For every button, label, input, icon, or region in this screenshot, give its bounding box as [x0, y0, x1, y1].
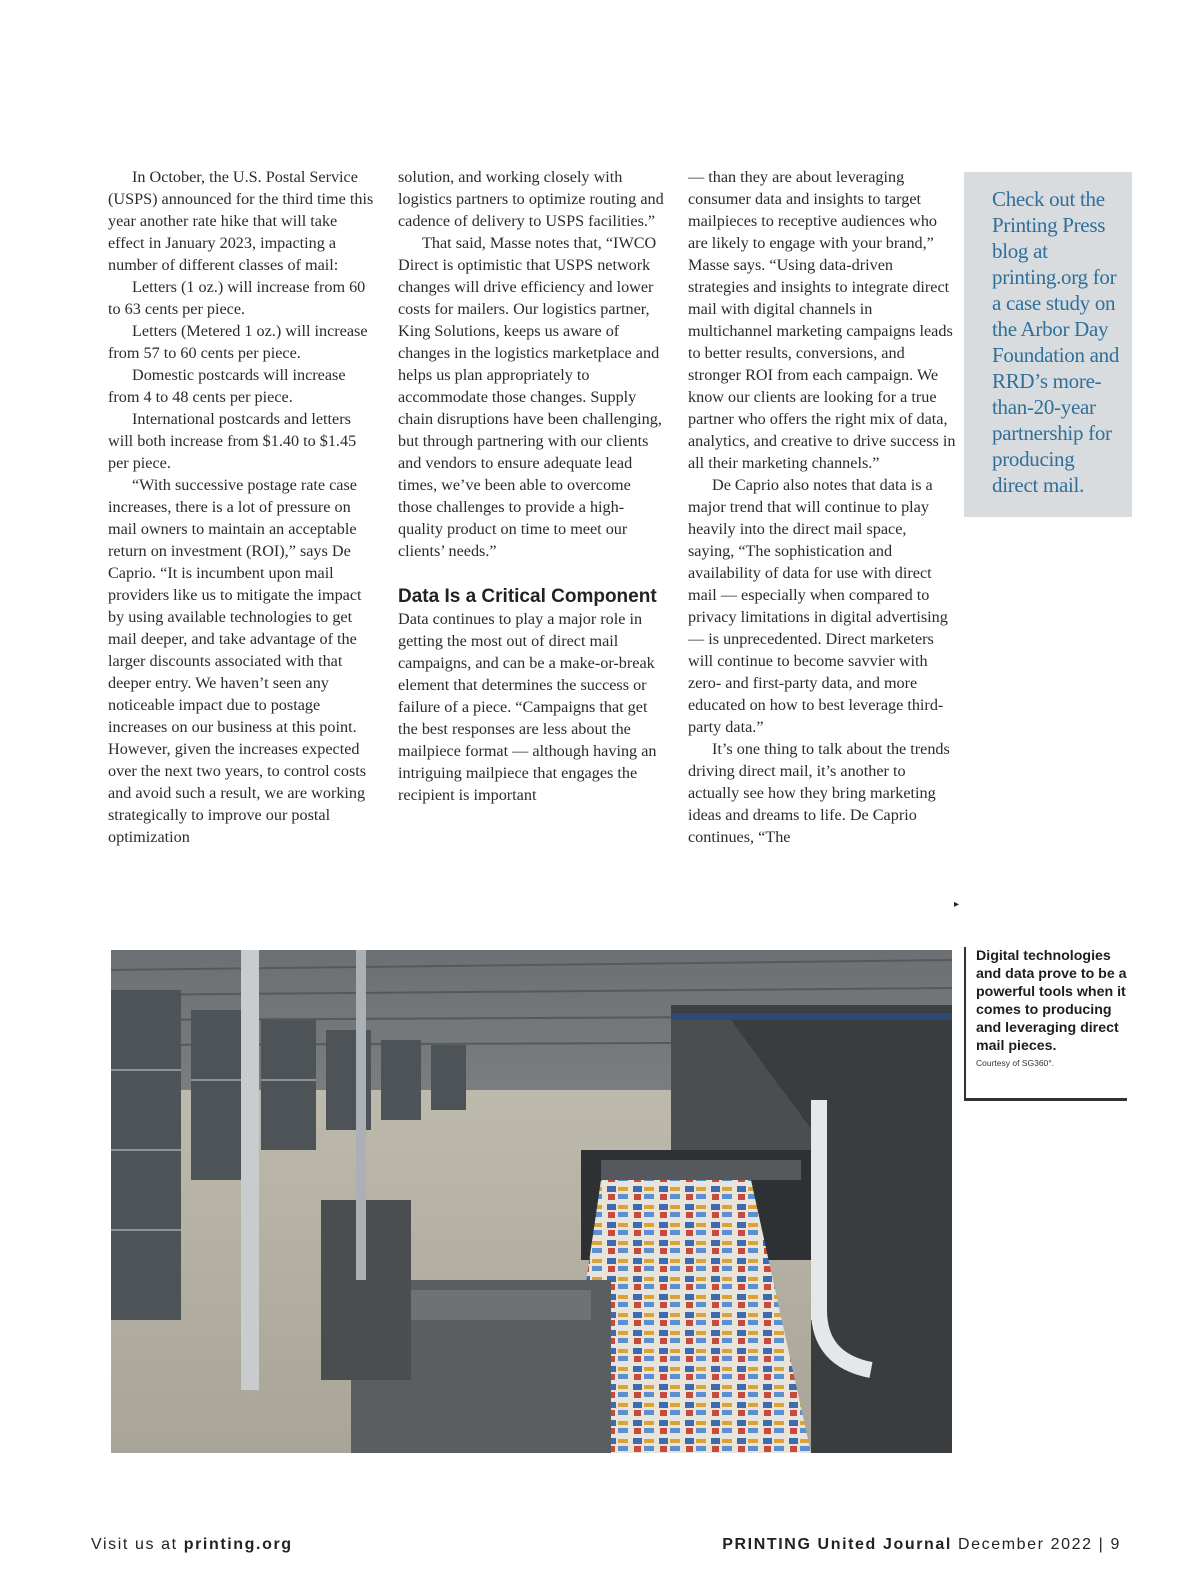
footer-website-prefix: Visit us at [91, 1536, 184, 1553]
paragraph: International postcards and letters will both increase from $1.40 to $1.45 per piece. [108, 410, 357, 472]
photo-credit: Courtesy of SG360°. [976, 1058, 1055, 1068]
continue-arrow-icon: ▸ [954, 899, 960, 910]
article-column-2 [398, 166, 664, 806]
footer-website [91, 1536, 293, 1554]
paragraph: De Caprio also notes that data is a major trend that will continue to play heavily into the direct mail space, saying, “The sophistication and availability of data for use with direct mail — especially when compared to privacy limitations in digital advertising — is unprecedented. Direct marketers will continue to become savvier with zero- and first-party data, and more educated on how to best leverage third-party data.” [688, 476, 948, 736]
article-column-1 [108, 166, 376, 848]
photo-caption: Digital technologies and data prove to be a powerful tools when it comes to producing and leveraging direct mail pieces. [976, 948, 1127, 1054]
sidebar-callout [964, 172, 1132, 517]
paragraph: solution, and working closely with logistics partners to optimize routing and cadence of delivery to USPS facilities.” [398, 168, 664, 230]
paragraph: That said, Masse notes that, “IWCO Direct is optimistic that USPS network changes will drive efficiency and lower costs for mailers. Our logistics partner, King Solutions, keeps us aware of changes in the logistics marketplace and helps us plan appropriately to accommodate those changes. Supply chain disruptions have been challenging, but through partnering with our clients and vendors to ensure adequate lead times, we’ve been able to overcome those challenges to provide a high-quality product on time to meet our clients’ needs.” [398, 234, 662, 560]
printing-press-photo [111, 950, 952, 1453]
footer-journal-name: PRINTING United Journal [722, 1536, 952, 1553]
paragraph: It’s one thing to talk about the trends driving direct mail, it’s another to actually see how they bring marketing ideas and dreams to life. De Caprio continues, “The [688, 740, 950, 846]
paragraph: Letters (1 oz.) will increase from 60 to 63 cents per piece. [108, 278, 366, 318]
paragraph: Data continues to play a major role in getting the most out of direct mail campaigns, and can be a make-or-break element that determines the success or failure of a piece. “Campaigns that get the best responses are less about the mailpiece format — although having an intriguing mailpiece that engages the recipient is important [398, 610, 657, 804]
section-heading: Data Is a Critical Component [398, 586, 657, 607]
paragraph: In October, the U.S. Postal Service (USPS) announced for the third time this year another rate hike that will take effect in January 2023, impacting a number of different classes of mail: [108, 168, 374, 274]
footer-publication [722, 1536, 1121, 1554]
footer-website-link[interactable]: printing.org [183, 1536, 293, 1553]
footer-issue-page: December 2022 | 9 [951, 1536, 1121, 1553]
sidebar-callout-text: Check out the Printing Press blog at printing.org for a case study on the Arbor Day Foundation and RRD’s more-than-20-year partnership for producing direct mail. [992, 187, 1120, 497]
paragraph: — than they are about leveraging consumer data and insights to target mailpieces to receptive audiences who are likely to engage with your brand,” Masse says. “Using data-driven strategies and insights to integrate direct mail with digital channels in multichannel marketing campaigns leads to better results, conversions, and stronger ROI from each campaign. We know our clients are looking for a true partner who offers the right mix of data, analytics, and creative to drive success in all their marketing channels.” [688, 168, 956, 472]
photo-caption-box [964, 947, 1127, 1101]
paragraph: Letters (Metered 1 oz.) will increase from 57 to 60 cents per piece. [108, 322, 368, 362]
paragraph: Domestic postcards will increase from 4 to 48 cents per piece. [108, 366, 346, 406]
paragraph: “With successive postage rate case increases, there is a lot of pressure on mail owners to maintain an acceptable return on investment (ROI),” says De Caprio. “It is incumbent upon mail providers like us to mitigate the impact by using available technologies to get mail deeper, and take advantage of the larger discounts associated with that deeper entry. We haven’t seen any noticeable impact due to postage increases on our business at this point. However, given the increases expected over the next two years, to control costs and avoid such a result, we are working strategically to improve our postal optimization [108, 476, 367, 846]
article-column-3 [688, 166, 956, 848]
